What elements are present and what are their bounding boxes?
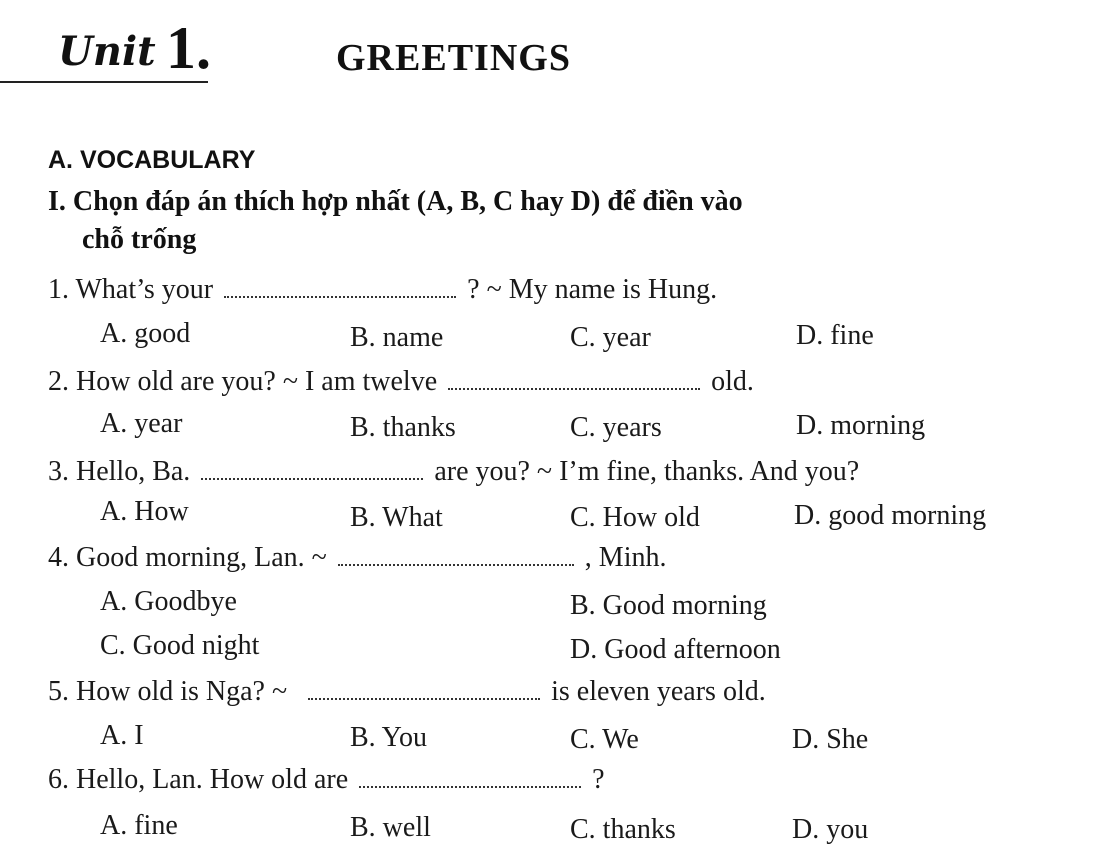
question-5-option-b: B. You (350, 722, 428, 753)
question-6-option-b: B. well (350, 812, 431, 843)
unit-underline (0, 81, 208, 83)
instruction-line-1: I. Chọn đáp án thích hợp nhất (A, B, C hay D) để điền vào (48, 186, 743, 217)
question-4-text-after: , Minh. (584, 542, 667, 573)
question-2-text-before: 2. How old are you? ~ I am twelve (48, 366, 438, 397)
question-2-option-b: B. thanks (350, 412, 456, 443)
question-2-blank (448, 370, 700, 390)
question-5 (48, 676, 766, 708)
question-2-text-after: old. (711, 366, 754, 397)
question-3-option-b: B. What (350, 502, 443, 533)
question-4-option-b: B. Good morning (570, 590, 767, 621)
question-6-text-before: 6. Hello, Lan. How old are (48, 764, 349, 795)
question-6-option-a: A. fine (100, 810, 178, 841)
question-1-option-c: C. year (570, 322, 651, 353)
question-1-text-after: ? ~ My name is Hung. (467, 274, 718, 305)
question-2-option-c: C. years (570, 412, 662, 443)
question-5-blank (308, 680, 540, 700)
question-4-option-c: C. Good night (100, 630, 260, 661)
question-3-option-a: A. How (100, 496, 189, 527)
instruction-line-2: chỗ trống (82, 224, 197, 255)
question-4-blank (338, 546, 574, 566)
question-2-option-d: D. morning (796, 410, 926, 441)
question-3-blank (201, 460, 423, 480)
question-1 (48, 274, 717, 306)
question-5-text-before: 5. How old is Nga? ~ (48, 676, 288, 707)
question-6-option-c: C. thanks (570, 814, 676, 845)
question-3-text-after: are you? ~ I’m fine, thanks. And you? (434, 456, 860, 487)
question-5-text-after: is eleven years old. (551, 676, 766, 707)
question-1-option-d: D. fine (796, 320, 874, 351)
unit-label: Unit (58, 28, 156, 75)
section-title: A. VOCABULARY (48, 146, 256, 174)
unit-number: 1. (166, 15, 211, 81)
question-3-text-before: 3. Hello, Ba. (48, 456, 191, 487)
question-1-option-a: A. good (100, 318, 191, 349)
question-3 (48, 456, 859, 488)
question-6-blank (359, 768, 581, 788)
question-2-option-a: A. year (100, 408, 183, 439)
question-4-text-before: 4. Good morning, Lan. ~ (48, 542, 327, 573)
question-5-option-d: D. She (792, 724, 869, 755)
question-4-option-d: D. Good afternoon (570, 634, 781, 665)
question-6-option-d: D. you (792, 814, 869, 845)
question-3-option-c: C. How old (570, 502, 700, 533)
question-4 (48, 542, 666, 574)
question-1-text-before: 1. What’s your (48, 274, 214, 305)
question-1-blank (224, 278, 456, 298)
question-6-text-after: ? (592, 764, 605, 795)
question-2 (48, 366, 754, 398)
question-1-option-b: B. name (350, 322, 444, 353)
unit-title: GREETINGS (336, 37, 571, 79)
question-3-option-d: D. good morning (794, 500, 987, 531)
question-6 (48, 764, 605, 796)
question-5-option-a: A. I (100, 720, 144, 751)
question-5-option-c: C. We (570, 724, 639, 755)
question-4-option-a: A. Goodbye (100, 586, 237, 617)
